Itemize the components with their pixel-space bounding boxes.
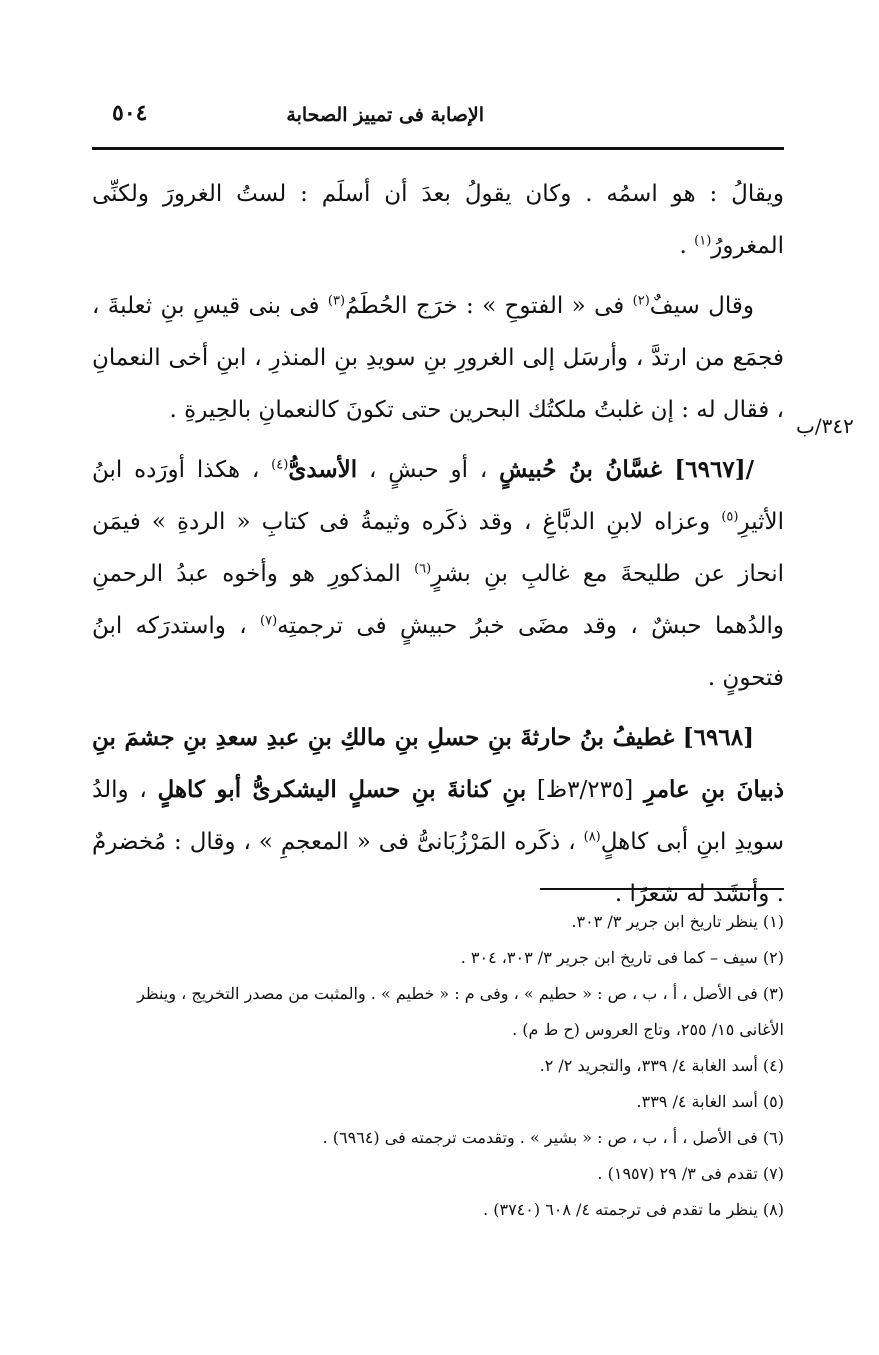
footnote-marker: (٣) <box>327 293 346 309</box>
entry-heading: بنِ كنانةَ بنِ حسلٍ اليشكرىُّ أبو كاهلٍ <box>157 776 527 803</box>
running-header <box>92 96 784 144</box>
footnote-marker: (٢) <box>632 293 650 309</box>
text-run: وعزاه لابنِ الدبَّاغِ ، وقد ذكَره وثيمةُ فى كتابِ « الردةِ » فيمَن انحاز عن طليحةَ مع غالبِ بنِ بشرٍ <box>92 509 784 587</box>
margin-reference: ٣٤٢/ب <box>796 414 854 438</box>
header-title: الإصابة فى تمييز الصحابة <box>286 104 484 126</box>
footnote-marker: (٧) <box>260 613 278 629</box>
footnote: (٨) ينظر ما تقدم فى ترجمته ٤/ ٦٠٨ (٣٧٤٠) . <box>483 1200 784 1219</box>
header-rule <box>92 147 784 150</box>
text-run: فى « الفتوحِ » : خرَج الحُطَمُ <box>345 293 633 319</box>
footnote: (٤) أسد الغابة ٤/ ٣٣٩، والتجريد ٢/ ٢. <box>539 1056 784 1075</box>
footnote: (١) ينظر تاريخ ابن جرير ٣/ ٣٠٣. <box>571 912 784 931</box>
footnote: (٧) تقدم فى ٣/ ٢٩ (١٩٥٧) . <box>597 1164 784 1183</box>
footnote: (٥) أسد الغابة ٤/ ٣٣٩. <box>636 1092 784 1111</box>
text-run: فى بنى قيسِ بنِ ثعلبةَ ، فجمَع من ارتدَّ ، وأرسَل إلى الغرورِ بنِ سويدِ بنِ المنذرِ ، ابنِ أخى النعمانِ ، فقال له : إن غلبتُ ملكتُك البحرين حتى تكونَ كالنعمانِ بالحِيرةِ . <box>92 293 784 423</box>
entry-heading: /[٦٩٦٧] غسَّانُ بنُ حُبيشٍ <box>499 456 754 483</box>
text-run: وقال سيفٌ <box>649 293 754 319</box>
footnote: (٦) فى الأصل ، أ ، ب ، ص : « بشير » . وتقدمت ترجمته فى (٦٩٦٤) . <box>322 1128 784 1147</box>
text-run: ويقالُ : هو اسمُه . وكان يقولُ بعدَ أن أسلَم : لستُ الغرورَ ولكنِّى المغرورُ <box>92 181 784 259</box>
footnote-marker: (٥) <box>721 509 739 525</box>
page-number: ٥٠٤ <box>112 100 148 126</box>
entry-heading: الأسدىُّ <box>288 456 358 483</box>
text-run: ، والدُ سويدِ ابنِ أبى كاهلٍ <box>92 777 785 855</box>
paragraph <box>92 280 784 436</box>
text-run: [٣/٢٣٥ظ] <box>526 777 644 803</box>
footnote-marker: (١) <box>694 233 712 249</box>
entry-heading: [٦٩٦٨] غطيفُ بنُ حارثةَ بنِ حسلِ بنِ مالكِ بنِ عبدِ سعدِ بنِ جشمَ بنِ ذبيانَ بنِ عامرِ <box>92 724 784 803</box>
footnote: (٣) فى الأصل ، أ ، ب ، ص : « حطيم » ، وفى م : « خطيم » . والمثبت من مصدر التخريج ، وينظر الأغانى ١٥/ ٢٥٥، وتاج العروس (ح ط م) . <box>137 984 784 1039</box>
text-run: ، أو حبشٍ ، <box>357 457 500 483</box>
text-run: المذكورِ هو وأخوه عبدُ الرحمنِ والدُهما حبشٌ ، وقد مضَى خبرُ حبيشٍ فى ترجمتِه <box>92 561 785 639</box>
text-run: ، هكذا أورَده ابنُ الأثيرِ <box>92 457 784 535</box>
footnote: (٢) سيف – كما فى تاريخ ابن جرير ٣/ ٣٠٣، ٣٠٤ . <box>460 948 784 967</box>
footnote-marker: (٦) <box>414 561 432 577</box>
text-run: ، ذكَره المَرْزُبَانىُّ فى « المعجمِ » ، وقال : مُخضرمٌ . وأنشَد له شعرًا . <box>92 829 784 907</box>
footnote-marker: (٤) <box>271 457 289 473</box>
footnote-marker: (٨) <box>583 829 601 845</box>
paragraph <box>92 168 784 272</box>
text-run: ، واستدرَكه ابنُ فتحونٍ . <box>92 613 784 691</box>
footnote-rule <box>540 888 784 890</box>
footnotes <box>92 904 784 1228</box>
text-run: . <box>679 233 695 259</box>
paragraph <box>92 444 784 704</box>
main-text <box>92 168 784 928</box>
